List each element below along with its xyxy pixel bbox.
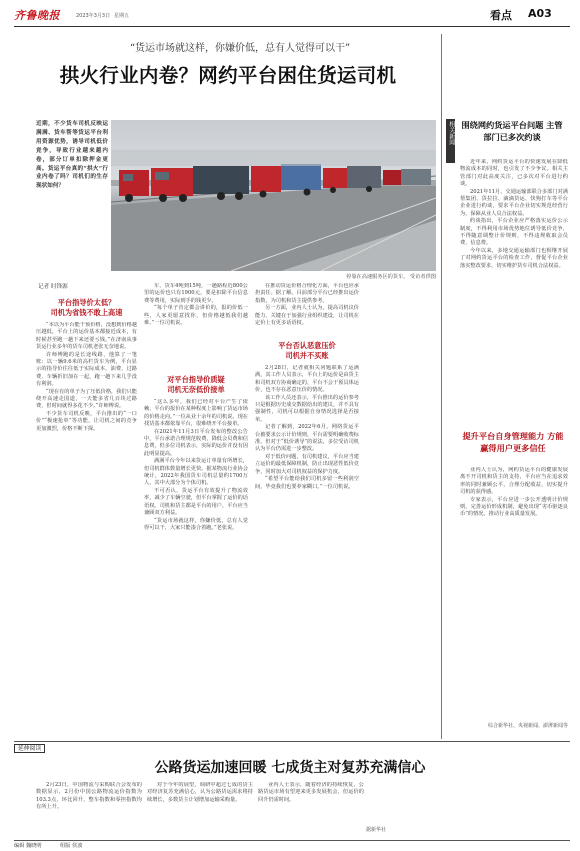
col1-paragraph: “现在有的单子为了压低价格，我们只能绕开高速走国道，一天能多省几百块过路费，但时间就得多花不少。”许师傅说。: [36, 388, 137, 410]
bottom-col-1: 2月23日，中国物流与采购联合会发布的数据显示，2月份中国公路物流运价指数为103.3点，环比回升，整车指数和零担指数均有所上升。: [36, 782, 142, 811]
page-number: A03: [528, 7, 552, 20]
col3-paragraph: 2月28日，记者就相关问题联系了运满满，其工作人员表示，平台上的运价是由货主和司机双方协商确定的，平台不会干预具体运价，也不存在恶意压价的情况。: [255, 365, 359, 394]
col3-paragraph: 在推动货运价格合理化方面，平台也应承担责任。据了解，目前部分平台已经推出运价指数，为司机和货主提供参考。: [255, 283, 359, 304]
sidebar-tag: [446, 119, 455, 163]
col1-paragraph: 许师傅跑的是长途线路，他算了一笔账：以一辆9.6米的高栏货车为例，平台显示的指导价往往低于实际成本，油费、过路费、车辆折旧加在一起，跑一趟下来几乎没有利润。: [36, 351, 137, 388]
footer-designer: 组版 侯波: [60, 843, 83, 849]
col3-paragraph: 另一方面，业内人士认为，提高司机议价能力，关键在于加强行业组织建设，让司机在定价上有更多话语权。: [255, 305, 359, 327]
sidebar-paragraph: 业内人士认为，网约货运平台的健康发展离不开司机和货主的支持，平台应当在追求效率的同时兼顾公平，合理分配收益，切实提升司机的获得感。: [460, 467, 568, 496]
bottom-col-3: 业内人士表示，随着经济的持续恢复，公路货运市场有望迎来更多发展机会，但运价的回升仍需时间。: [258, 782, 364, 803]
sidebar-paragraph: 约谈指出，平台企业应严格落实运价公示制度，不得利用市场优势地位诱导低价竞争，不得随意调整计价规则，不得违规收取会员费、信息费。: [460, 218, 568, 247]
col3-paragraph: “希望平台能给我们司机多留一些利润空间，毕竟我们也要养家糊口。”一位司机说。: [255, 476, 359, 490]
sidebar-subhead: 提升平台自身管理能力 方能赢得用户更多信任: [462, 431, 564, 453]
kicker: “货运市场就这样，你嫌价低，总有人觉得可以干”: [129, 43, 351, 54]
masthead-date: 2023年3月3日: [76, 13, 111, 19]
main-headline: 拱火行业内卷？网约平台困住货运司机: [59, 64, 397, 87]
col2-paragraph: “货运市场就这样，你嫌价低，总有人觉得可以干，大家只能凑合着跑。”老张说。: [144, 517, 248, 531]
sidebar-paragraph: 2021年11月，交通运输部联合多部门对满帮集团、货拉拉、滴滴货运、快狗打车等平台企业进行约谈，要求平台企业切实规范经营行为，保障从业人员合法权益。: [460, 188, 568, 217]
photo-caption: 停靠在高速服务区的货车。 受访者供图: [346, 274, 436, 280]
lead-box: [36, 120, 108, 264]
byline: 记者 时锋源: [38, 284, 68, 290]
sidebar-divider: [441, 34, 442, 739]
col1-body: [36, 322, 137, 717]
sidebar-source: 综合新华社、央视新闻、澎湃新闻等: [487, 723, 568, 729]
sidebar-paragraph: 专家表示，平台应进一步公开透明计价规则，完善运价形成机制，避免出现“劣币驱逐良币”的情况，推动行业高质量发展。: [460, 496, 568, 518]
column-1: [36, 295, 137, 735]
bottom-col-2: 对于今年的展望，调研中超过七成的货主对经济复苏充满信心，认为公路货运需求将持续增长，多数货主计划增加运输采购量。: [147, 782, 253, 803]
col3-paragraph: 对于低价问题，有司机建议，平台应当建立运价的最低保障机制，防止出现恶性低价竞争，同时加大对司机权益的保护力度。: [255, 453, 359, 475]
masthead-logo: 齐鲁晚报: [14, 9, 60, 22]
extended-reading-label: 延伸阅读: [18, 746, 42, 752]
lead-photo: [111, 120, 436, 271]
col1-paragraph: “本以为平台能干预价格，没想到价格越压越低，平台上的运价基本都接近成本，有时候甚至跑一趟下来还要亏钱。”在济南从事货运行业多年的货车司机老张无奈地说。: [36, 322, 137, 351]
col3-subhead-2: 司机并不买账: [285, 351, 329, 360]
col3-paragraph: 该工作人员还表示，平台推出的运价参考只是根据历史成交数据给出的建议，并不具有强制性，司机可以根据自身情况选择是否接单。: [255, 394, 359, 423]
sidebar-paragraph: 近年来，网约货运平台的快速发展在降低物流成本的同时，也引发了不少争议。相关主管部门对此高度关注，已多次对平台进行约谈。: [460, 159, 568, 188]
bottom-divider: [14, 741, 570, 742]
col2-paragraph: 车，货车4吨到15吨，一趟路程近800公里的运价也只有1900元，要是扣除平台信息费等费用，实际到手的钱更少。: [144, 283, 248, 304]
extended-reading-tag: [14, 744, 45, 753]
col1-subhead-2: 司机为省钱不敢上高速: [50, 308, 123, 317]
col2-paragraph: 不可否认，货运平台有效提升了物流效率，减少了车辆空驶，但平台掌握了运价的话语权。司机和货主都是平台的用户，平台应当兼顾双方利益。: [144, 487, 248, 517]
col2-paragraph: 满满平台今年以来货运订单量有所增长，但司机群体数量增长更快。据某物流行业协会统计，2022年我国货车司机总量约1700万人，其中大部分为个体司机。: [144, 458, 248, 487]
masthead: [14, 6, 570, 24]
masthead-rule: [14, 26, 570, 27]
col1-subhead-1: 平台指导价太低？: [57, 298, 116, 307]
sidebar: [446, 117, 570, 737]
bottom-headline: 公路货运加速回暖 七成货主对复苏充满信心: [154, 760, 426, 776]
bottom-source: 据新华社: [366, 827, 387, 833]
sidebar-body: [460, 159, 568, 419]
masthead-weekday: 星期五: [114, 13, 130, 19]
col1-paragraph: 不少货车司机反映，平台推出的“一口价”“极速抢单”等功能，让司机之间的竞争更加激烈，价格不断下探。: [36, 410, 137, 432]
lead-text: 近期，不少货车司机反映运满满、货车帮等货运平台利用资源优势，诱导司机低价竞争，导致行业越来越内卷，部分订单扣除押金更高。货运平台真的“拱火”行业内卷了吗？司机们的生存现状如何？: [36, 121, 108, 190]
sidebar-paragraph: 今年以来，多地交通运输部门也相继开展了对网约货运平台的检查工作，督促平台企业落实整改要求，切实维护货车司机合法权益。: [460, 247, 568, 269]
col2-subhead-1: 对平台指导价质疑: [167, 375, 225, 384]
col3-body: [255, 365, 359, 730]
col2-paragraph: “这么多年，我们已经对平台产生了依赖，平台的报价在某种程度上影响了货运市场的价格走向。”一位从业十余年的司机说，现在找货基本都依靠平台，很难绕开平台接单。: [144, 399, 248, 428]
related-news-tag: 相关新闻: [447, 121, 455, 145]
footer-rule: [14, 840, 570, 841]
footer-editor: 编辑 魏晓明: [14, 843, 42, 849]
col2-lead-body: [144, 283, 248, 369]
column-3: [255, 283, 359, 735]
col3-lead-body: [255, 283, 359, 335]
col2-paragraph: 在2021年11月3日平台发布的整改公告中，平台承诺合理规范收费，降低会员费和信息费，但多位司机表示，实际的运价并没有因此明显提高。: [144, 428, 248, 457]
col2-body: [144, 399, 248, 729]
bottom-body: [36, 782, 570, 838]
col2-paragraph: “每个单子肯定都会讲价的，报的价低一些，人家更愿意找你，但价格越低我们越难。”一位司机说。: [144, 305, 248, 327]
column-2: [144, 283, 248, 735]
sidebar-headline: 围绕网约货运平台问题 主管部门已多次约谈: [461, 120, 563, 142]
sidebar-body-2: [460, 467, 568, 717]
trucks-illustration: [111, 120, 436, 271]
col2-subhead-2: 司机无奈低价接单: [167, 385, 225, 394]
section-name: 看点: [490, 9, 512, 22]
col3-subhead-1: 平台否认恶意压价: [278, 341, 336, 350]
col3-paragraph: 记者了解到，2022年6月，网络货运平台被要求公示计价规则，平台需要明确收费标准。但对于“低价诱导”的说法，多位受访司机认为平台仍需进一步整改。: [255, 424, 359, 453]
